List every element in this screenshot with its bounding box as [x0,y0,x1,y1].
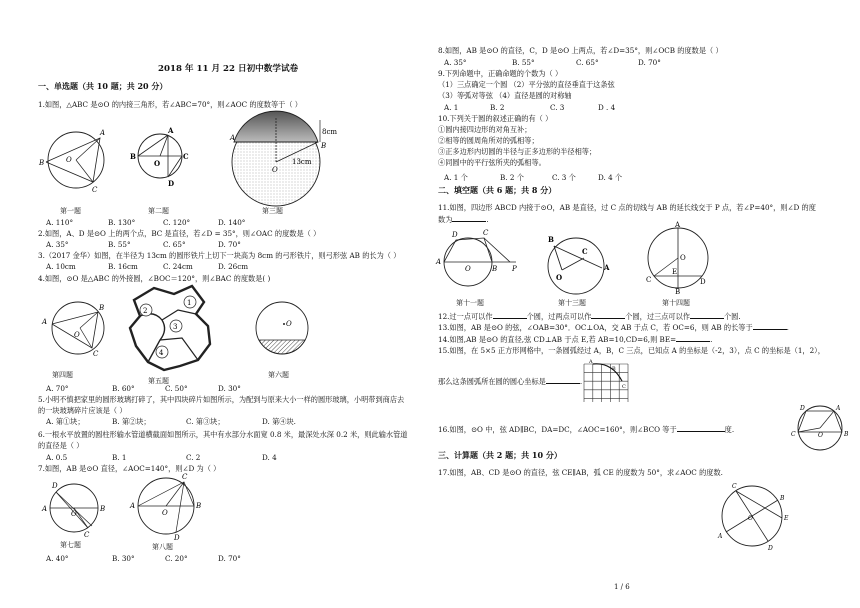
q5-option-c[interactable]: C. 第③块； [186,417,225,426]
section-heading-calculation: 三、计算题（共 2 题；共 10 分） [438,450,562,460]
svg-text:O: O [162,509,168,517]
section-heading-single-choice: 一、单选题（共 10 题；共 20 分） [38,81,168,91]
svg-text:C: C [622,384,626,390]
q9-option-c[interactable]: C. 3 [550,103,565,112]
svg-text:A: A [604,263,610,272]
svg-text:C: C [92,186,98,194]
svg-text:P: P [512,265,517,273]
question-13: 13.如图，AB 是⊙O 的弦，∠OAB=30°．OC⊥OA，交 AB 于点 C，若 OC=6，则 AB 的长等于 . [438,323,789,332]
page-number: 1 / 6 [614,583,630,591]
q10-option-c[interactable]: C. 3 个 [552,173,576,182]
figure-q1 [36,118,116,200]
svg-text:E: E [672,268,678,276]
q12-blank-1[interactable] [493,311,527,319]
q1-option-a[interactable]: A. 110° [46,218,74,227]
figure-q3 [228,112,338,208]
q4-option-c[interactable]: C. 50° [165,384,188,393]
svg-text:8cm: 8cm [322,128,338,136]
question-12 [438,311,741,321]
question-11-line-1: 11.如图，四边形 ABCD 内接于⊙O，AB 是直径，过 C 点的切线与 AB 的延长线交于 P 点，若∠P=40°，则∠D 的度 [438,203,816,212]
q8-option-b[interactable]: B. 55° [512,58,535,67]
caption-fig-5: 第五题 [148,377,169,385]
q6-option-c[interactable]: C. 2 [186,453,201,462]
svg-text:C: C [93,350,99,358]
svg-text:D: D [174,534,180,542]
q3-option-a[interactable]: A. 10cm [46,262,76,271]
question-6-line-2: 的直径是（ ） [38,441,84,450]
svg-text:A: A [589,359,593,365]
q10-option-d[interactable]: D. 4 个 [598,173,623,182]
q11-label: 数为 [438,215,453,224]
svg-text:O: O [74,331,80,339]
question-15-line-1: 15.如图，在 5×5 正方形网格中，一条圆弧经过 A，B，C 三点，已知点 A 的坐标是（-2，3），点 C 的坐标是（1，2）， [438,346,825,355]
q4-option-b[interactable]: B. 60° [112,384,135,393]
q12-text-1: 12.过一点可以作 [438,312,493,321]
q14-answer-blank[interactable] [676,334,710,342]
figure-q11 [436,228,520,290]
q6-option-d[interactable]: D. 4 [262,453,277,462]
question-15-line-2: 那么这条圆弧所在圆的圆心坐标是 . [438,377,583,386]
q9-statement-1: （1）三点确定一个圆 （2）平分弦的直径垂直于这条弦 [438,80,615,89]
svg-text:O: O [286,320,292,328]
q9-option-a[interactable]: A. 1 [444,103,459,112]
svg-text:A: A [836,405,841,412]
q15-answer-blank[interactable] [546,376,580,384]
q3-option-c[interactable]: C. 24cm [163,262,193,271]
svg-text:B: B [612,366,616,372]
svg-text:B: B [321,142,327,150]
q8-option-a[interactable]: A. 35° [444,58,467,67]
svg-text:A: A [100,129,106,137]
q5-option-d[interactable]: D. 第④块. [262,417,296,426]
q10-statement-4: ④同圆中的平行弦所夹的弧相等。 [438,158,546,167]
q9-option-d[interactable]: D . 4 [598,103,616,112]
q3-option-b[interactable]: B. 16cm [108,262,138,271]
svg-text:C: C [84,531,90,539]
q8-option-c[interactable]: C. 65° [576,58,599,67]
q10-option-a[interactable]: A. 1 个 [444,173,468,182]
q2-option-c[interactable]: C. 65° [163,240,186,249]
q11-answer-blank[interactable] [452,214,486,222]
svg-text:B: B [492,265,498,273]
svg-text:O: O [680,254,686,262]
svg-text:4: 4 [159,349,164,357]
caption-fig-11: 第十一题 [456,299,484,307]
svg-text:B: B [39,159,45,167]
caption-fig-6: 第六题 [268,371,289,379]
caption-fig-3: 第三题 [262,207,283,215]
q4-option-a[interactable]: A. 70° [46,384,69,393]
svg-text:C: C [646,276,652,284]
figure-q2 [128,124,188,190]
svg-text:O: O [154,159,161,168]
svg-text:13cm: 13cm [292,158,312,166]
svg-text:D: D [168,179,175,188]
question-9: 9.下列命题中，正确命题的个数为（ ） [438,69,563,78]
q5-option-b[interactable]: B. 第②块； [112,417,151,426]
q12-text-4: 个圆. [723,312,741,321]
q15-label: 那么这条圆弧所在圆的圆心坐标是 [438,377,546,386]
q10-statement-2: ②相等的圆周角所对的弧相等； [438,136,539,145]
svg-text:A: A [42,505,48,513]
svg-text:E: E [784,515,789,522]
svg-text:C: C [582,247,588,256]
q2-option-b[interactable]: B. 55° [108,240,131,249]
q3-option-d[interactable]: D. 26cm [218,262,249,271]
svg-text:O: O [556,273,563,282]
figure-q15-grid [582,360,632,406]
caption-fig-1: 第一题 [60,207,81,215]
figure-q6 [252,298,312,362]
svg-text:A: A [230,134,236,142]
q14-text: 14.如图,AB 是⊙O 的直径,弦 CD⊥AB 于点 E,若 AB=10,CD=6,则 BE= [438,335,677,344]
q9-option-b[interactable]: B. 2 [490,103,505,112]
q6-option-a[interactable]: A. 0.5 [46,453,68,462]
q7-option-d[interactable]: D. 70° [218,554,241,563]
svg-text:D: D [52,482,58,490]
q12-text-3: 个圆，过三点可以作 [625,312,690,321]
q4-option-d[interactable]: D. 30° [218,384,241,393]
question-10: 10.下列关于圆的叙述正确的有（ ） [438,114,553,123]
q1-option-b[interactable]: B. 130° [108,218,136,227]
svg-text:B: B [130,152,136,161]
svg-text:C: C [791,431,796,438]
caption-fig-8: 第八题 [152,543,173,551]
q7-option-b[interactable]: B. 30° [112,554,135,563]
svg-text:C: C [732,483,737,490]
question-7: 7.如图，AB 是⊙O 直径，∠AOC=140°，则∠D 为（ ） [38,464,221,473]
figure-q16 [790,402,850,454]
q6-option-b[interactable]: B. 1 [112,453,127,462]
question-6-line-1: 6.一根水平放置的圆柱形输水管道横截面如图所示，其中有水部分水面宽 0.8 米，最深处水深 0.2 米，则此输水管道 [38,430,408,439]
svg-text:2: 2 [143,307,148,315]
q1-option-d[interactable]: D. 140° [218,218,246,227]
svg-text:O: O [71,510,77,518]
q12-text-2: 个圆，过两点可以作 [526,312,592,321]
q10-option-b[interactable]: B. 2 个 [500,173,524,182]
question-5-line-2: 的一块玻璃碎片应该是（ ） [38,406,127,415]
svg-text:A: A [436,258,442,266]
svg-text:B: B [196,502,202,510]
q16-answer-blank[interactable] [677,424,725,432]
question-2: 2.如图，A、D 是⊙O 上的两个点，BC 是直径，若∠D = 35°，则∠OAC 的度数是（ ） [38,229,321,238]
q13-text: 13.如图，AB 是⊙O 的弦，∠OAB=30°．OC⊥OA，交 AB 于点 C，若 OC=6，则 AB 的长等于 [438,323,753,332]
svg-text:1: 1 [187,299,192,307]
svg-text:B: B [99,304,105,312]
svg-text:D: D [452,231,458,239]
caption-fig-13: 第十三题 [558,299,586,307]
svg-text:O: O [272,166,278,174]
figure-q5 [124,280,220,376]
caption-fig-14: 第十四题 [662,299,690,307]
q12-blank-2[interactable] [591,311,625,319]
q5-option-a[interactable]: A. 第①块； [46,417,85,426]
q7-option-c[interactable]: C. 20° [165,554,188,563]
svg-text:O: O [465,265,471,273]
figure-q4 [36,294,112,362]
svg-text:O: O [66,156,72,164]
q9-statement-2: （3）等弧对等弦 （4）直径是圆的对称轴 [438,91,572,100]
svg-text:C: C [183,152,189,161]
q13-answer-blank[interactable] [753,322,787,330]
figure-q8 [126,470,206,540]
svg-text:A: A [130,502,136,510]
svg-text:B: B [780,495,785,502]
svg-text:B: B [100,505,106,513]
question-4: 4.如图，⊙O 是△ABC 的外接圆，∠BOC＝120°，则∠BAC 的度数是( ) [38,274,271,283]
question-17: 17.如图，AB、CD 是⊙O 的直径，弦 CE∥AB，弧 CE 的度数为 50°，求∠AOC 的度数. [438,468,723,477]
q7-option-a[interactable]: A. 40° [46,554,69,563]
q2-option-a[interactable]: A. 35° [46,240,69,249]
caption-fig-4: 第四题 [52,371,73,379]
svg-text:B: B [548,235,554,244]
svg-text:B: B [675,288,681,296]
question-14: 14.如图,AB 是⊙O 的直径,弦 CD⊥AB 于点 E,若 AB=10,CD=6,则 BE= . [438,335,713,344]
svg-text:B: B [844,431,849,438]
page-title: 2018 年 11 月 22 日初中数学试卷 [158,64,299,74]
figure-q13 [538,228,614,298]
svg-text:A: A [718,533,723,540]
q2-option-d[interactable]: D. 70° [218,240,241,249]
q8-option-d[interactable]: D. 70° [638,58,661,67]
question-1: 1.如图，△ABC 是⊙O 的内接三角形，若∠ABC=70°，则∠AOC 的度数等于（ ） [38,100,302,109]
q12-blank-3[interactable] [690,311,724,319]
svg-text:C: C [182,473,188,481]
caption-fig-2: 第二题 [148,207,169,215]
section-heading-fill-in: 二、填空题（共 6 题；共 8 分） [438,185,557,195]
svg-text:D: D [700,278,706,286]
figure-q14 [642,221,714,296]
svg-text:D: D [768,545,773,552]
q1-option-c[interactable]: C. 120° [163,218,191,227]
right-column [430,0,860,608]
caption-fig-7: 第七题 [60,541,81,549]
q16-text: 16.如图，⊙O 中，弦 AD∥BC，DA=DC，∠AOC=160°，则∠BCO 等于 [438,425,677,434]
figure-q7 [40,474,110,540]
q10-statement-1: ①圆内接四边形的对角互补； [438,125,532,134]
svg-text:A: A [42,318,48,326]
question-16 [438,424,734,434]
question-8: 8.如图，AB 是⊙O 的直径，C，D 是⊙O 上两点，若∠D=35°，则∠OCB 的度数是（ ） [438,46,723,55]
q10-statement-3: ③正多边形内切圆的半径与正多边形的半径相等； [438,147,597,156]
svg-text:A: A [675,221,681,229]
svg-text:A: A [168,126,174,135]
question-3: 3.（2017 金华）如图，在半径为 13cm 的圆形铁片上切下一块高为 8cm 的弓形铁片，则弓形弦 AB 的长为（ ） [38,251,401,260]
svg-text:D: D [800,405,805,412]
svg-text:O: O [748,515,753,522]
question-11-line-2: 数为 . [438,215,489,224]
q16-unit: 度. [724,425,735,434]
question-5-line-1: 5.小明不慎把家里的圆形玻璃打碎了，其中四块碎片如图所示，为配到与原来大小一样的圆形玻璃，小明带到商店去 [38,395,405,404]
svg-text:3: 3 [173,323,178,331]
figure-q17 [712,478,794,554]
svg-text:O: O [818,432,823,439]
svg-text:C: C [483,229,489,237]
